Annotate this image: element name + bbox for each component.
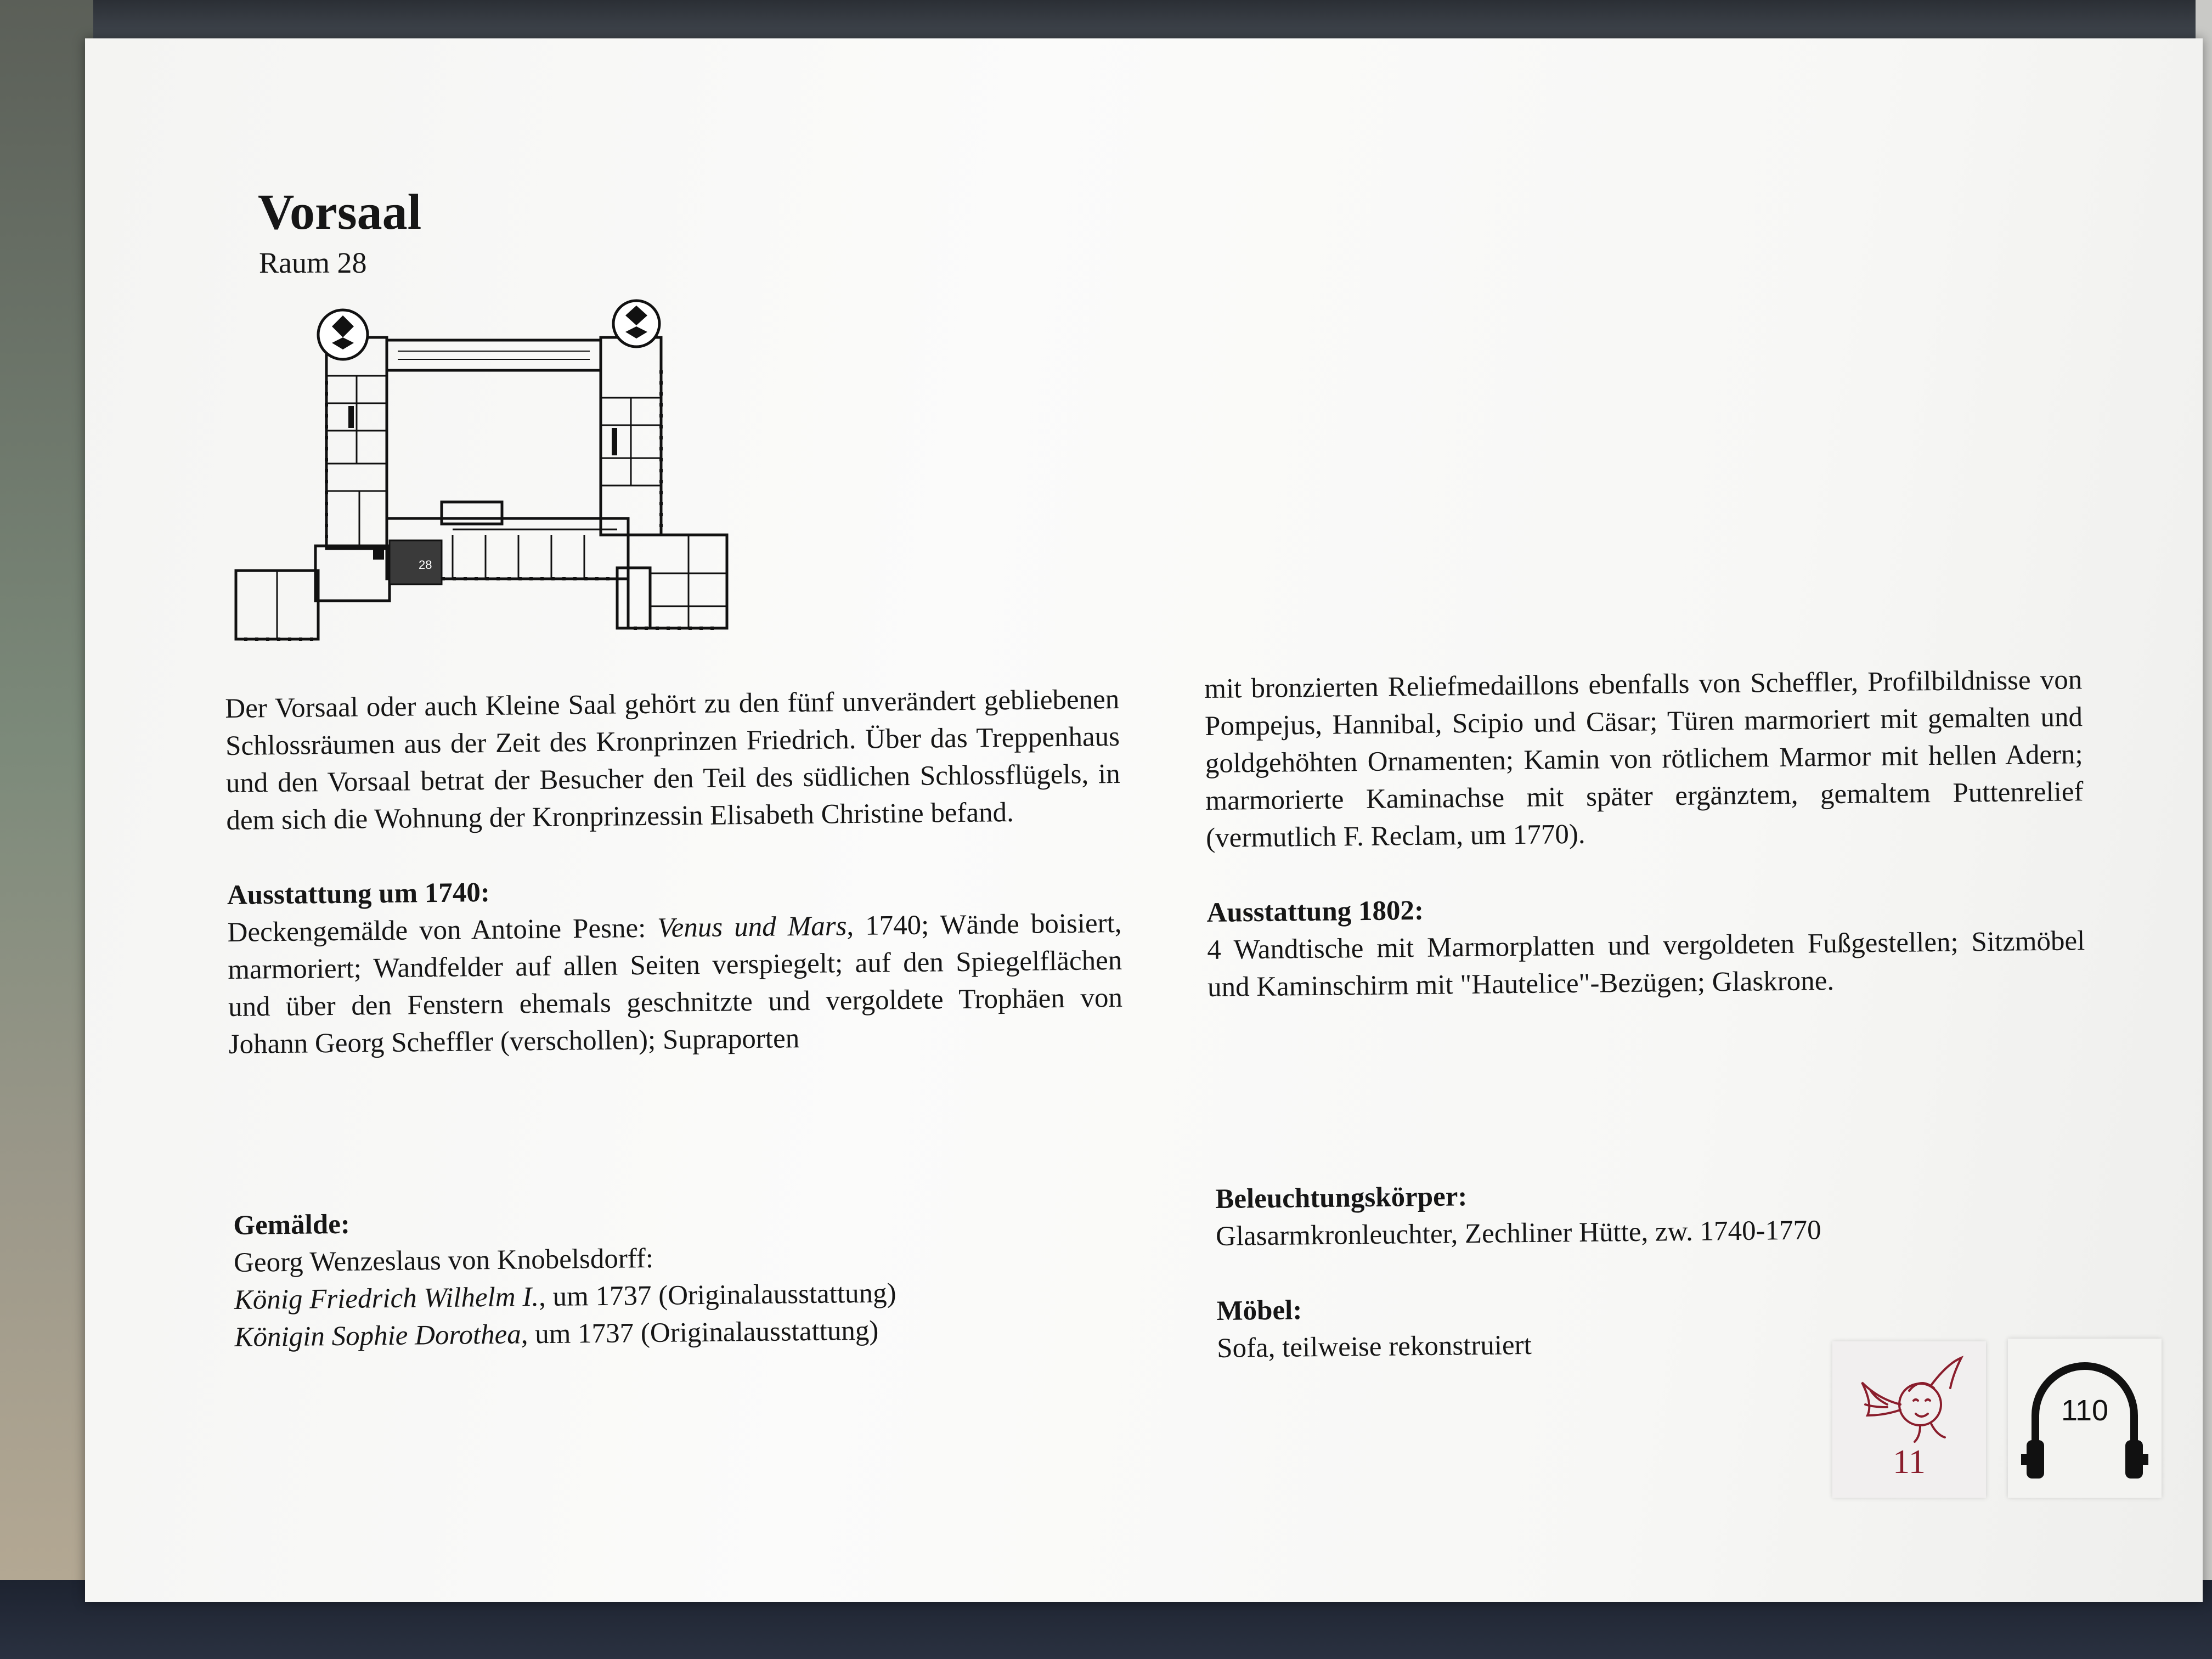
floor-plan-diagram xyxy=(233,299,771,645)
cherub-tour-badge xyxy=(1832,1341,1986,1498)
lighting-text: Glasarmkronleuchter, Zechliner Hütte, zw. 1740-1770 xyxy=(1215,1215,1821,1252)
audio-guide-number: 110 xyxy=(2061,1394,2109,1427)
lighting-heading: Beleuchtungskörper: xyxy=(1215,1181,1468,1215)
display-case-top-frame xyxy=(0,0,2212,44)
intro-paragraph: Der Vorsaal oder auch Kleine Saal gehört zu den fünf unverändert gebliebenen Schlossräumen aus der Zeit des Kronprinzen Friedrich. Über das Treppenhaus und den Vorsaal betrat der Besucher den Teil des südlichen Schlossflügels, in dem sich die Wohnung der Kronprinzessin Elisabeth Christine befand. xyxy=(225,684,1120,836)
painting-item: Königin Sophie Dorothea, um 1737 (Originalausstattung) xyxy=(234,1315,879,1353)
ausstattung-1740-heading: Ausstattung um 1740: xyxy=(227,877,490,911)
ausstattung-1802-text: 4 Wandtische mit Marmorplatten und vergoldeten Fußgestellen; Sitzmöbel und Kaminschirm mit "Hautelice"-Bezügen; Glaskrone. xyxy=(1207,926,2085,1003)
furniture-heading: Möbel: xyxy=(1216,1295,1302,1327)
ausstattung-1802-heading: Ausstattung 1802: xyxy=(1206,895,1424,928)
left-column xyxy=(225,681,1124,1101)
page-title: Vorsaal xyxy=(258,184,422,240)
paintings-section xyxy=(233,1198,1140,1356)
room-number: Raum 28 xyxy=(259,246,367,279)
background-left-edge xyxy=(0,0,93,1659)
cherub-badge-number: 11 xyxy=(1893,1443,1926,1481)
continuation-paragraph: mit bronzierten Reliefmedaillons ebenfalls von Scheffler, Profilbildnisse von Pompejus, Hannibal, Scipio und Cäsar; Türen marmoriert mit gemalten und goldgehöhten Ornamenten; Kamin von rötlichem Marmor mit hellen Adern; marmorierte Kaminachse mit später ergänztem, gemaltem Puttenrelief (vermutlich F. Reclam, um 1770). xyxy=(1204,664,2084,854)
paintings-artist: Georg Wenzeslaus von Knobelsdorff: xyxy=(233,1243,654,1278)
paintings-heading: Gemälde: xyxy=(233,1209,351,1241)
artwork-title: Venus und Mars xyxy=(657,911,847,944)
furniture-text: Sofa, teilweise rekonstruiert xyxy=(1216,1329,1532,1364)
painting-item: König Friedrich Wilhelm I., um 1737 (Originalausstattung) xyxy=(234,1278,896,1316)
cherub-icon xyxy=(1854,1352,1964,1446)
floor-plan-room-label: 28 xyxy=(419,558,432,572)
audio-guide-badge xyxy=(2008,1339,2162,1498)
right-column xyxy=(1204,661,2086,1043)
ausstattung-1740-text: Deckengemälde von Antoine Pesne: Venus und Mars, 1740; Wände boisiert, marmoriert; Wandfelder auf allen Seiten verspiegelt; auf den Spiegelflächen und über den Fenstern ehemals geschnitzte und vergoldete Trophäen von Johann Georg Scheffler (verschollen); Supraporten xyxy=(227,907,1123,1060)
